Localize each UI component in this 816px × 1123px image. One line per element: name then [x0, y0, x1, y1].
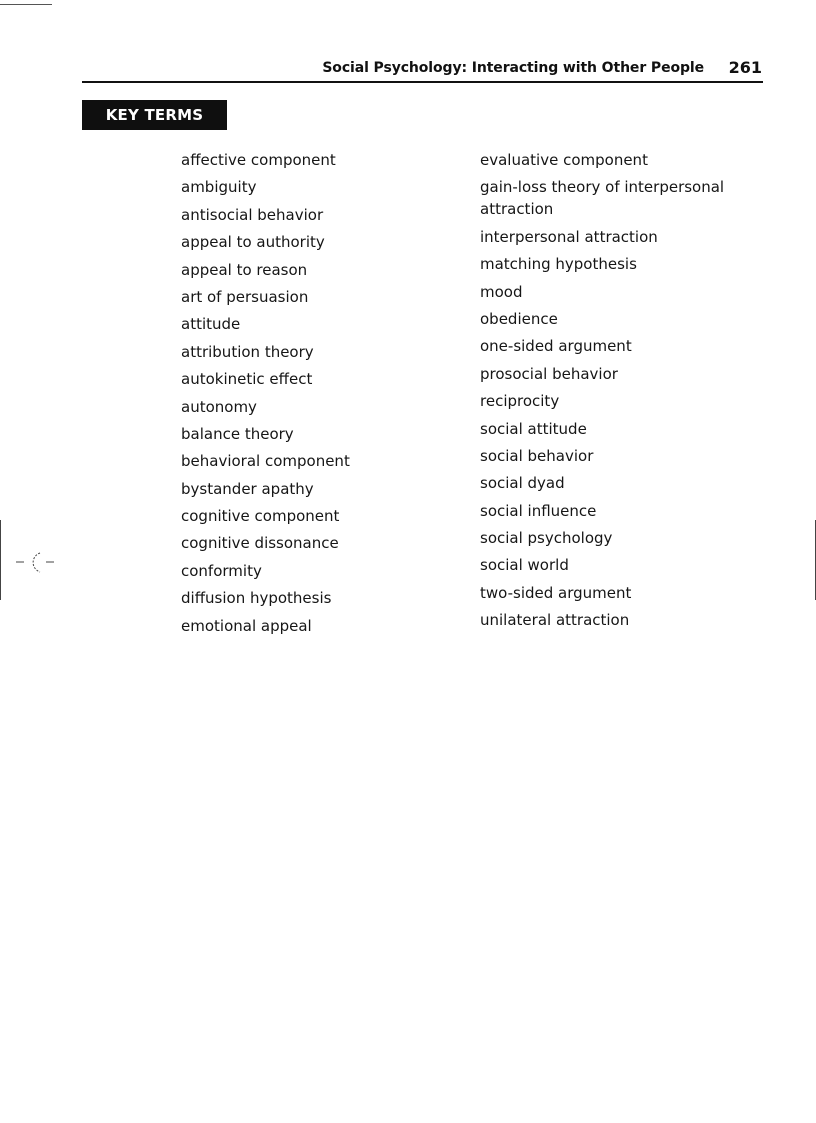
key-term-item: affective component	[181, 151, 336, 169]
key-term-item: conformity	[181, 561, 262, 580]
key-term-item: unilateral attraction	[480, 611, 630, 630]
key-term-item: interpersonal attraction	[480, 227, 658, 246]
key-terms-left-column	[181, 149, 451, 642]
running-header	[82, 58, 762, 82]
key-term-item: social influence	[480, 501, 597, 520]
key-term-item: attribution theory	[181, 342, 314, 361]
key-term-item: prosocial behavior	[480, 364, 618, 383]
key-term-item: cognitive component	[181, 507, 340, 526]
key-term-item: art of persuasion	[181, 287, 309, 306]
key-terms-right-column	[480, 149, 730, 637]
top-corner-rule	[0, 4, 52, 5]
key-term-item: diffusion hypothesis	[181, 589, 332, 608]
registration-mark-icon	[16, 548, 56, 578]
key-term-item: one-sided argument	[480, 337, 632, 356]
header-rule	[82, 81, 763, 83]
key-term-item: social dyad	[480, 474, 565, 493]
key-term-item: gain-loss theory of interpersonal attraction	[480, 178, 725, 219]
page-number: 261	[728, 58, 762, 77]
key-term-item: bystander apathy	[181, 479, 314, 498]
key-term-item: appeal to reason	[181, 260, 308, 279]
key-terms-heading: KEY TERMS	[82, 100, 227, 130]
key-term-item: appeal to authority	[181, 233, 325, 252]
key-term-item: autokinetic effect	[181, 370, 313, 389]
key-term-item: cognitive dissonance	[181, 534, 339, 553]
key-term-item: two-sided argument	[480, 583, 632, 602]
key-term-item: reciprocity	[480, 392, 560, 411]
key-term-item: mood	[480, 282, 523, 301]
key-term-item: social behavior	[480, 446, 594, 465]
key-term-item: social psychology	[480, 529, 613, 548]
running-header-title: Social Psychology: Interacting with Other People	[322, 60, 704, 76]
key-term-item: obedience	[480, 309, 558, 328]
key-term-item: emotional appeal	[181, 616, 312, 635]
key-term-item: evaluative component	[480, 151, 648, 169]
key-term-item: matching hypothesis	[480, 255, 637, 274]
key-term-item: behavioral component	[181, 452, 350, 471]
key-term-item: autonomy	[181, 397, 257, 416]
key-term-item: social world	[480, 556, 569, 575]
key-term-item: balance theory	[181, 424, 294, 443]
key-term-item: antisocial behavior	[181, 205, 324, 224]
left-crop-mark	[0, 520, 1, 600]
key-term-item: attitude	[181, 315, 241, 334]
key-term-item: ambiguity	[181, 178, 257, 197]
key-term-item: social attitude	[480, 419, 587, 438]
